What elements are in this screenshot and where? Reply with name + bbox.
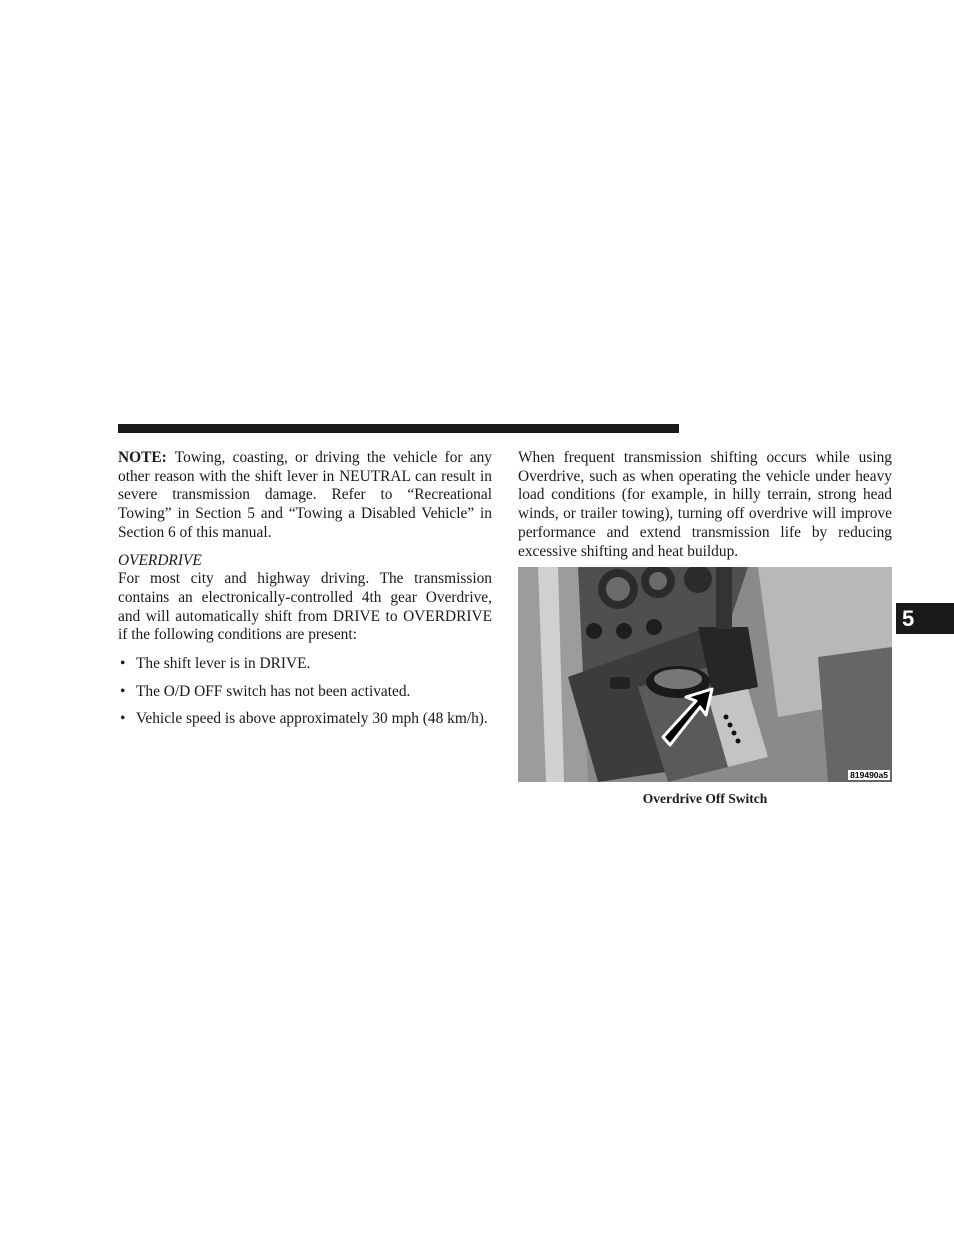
list-item-text: Vehicle speed is above approximately 30 mph (48 km/h).: [136, 710, 488, 728]
right-column: [518, 449, 892, 809]
list-item: [118, 710, 492, 729]
list-item-text: The O/D OFF switch has not been activated.: [136, 682, 411, 700]
bullet-icon: •: [120, 710, 126, 728]
console-illustration: [518, 567, 892, 782]
overdrive-switch-figure: [518, 567, 892, 782]
conditions-list: [118, 655, 492, 729]
bullet-icon: •: [120, 682, 126, 700]
overdrive-intro: For most city and highway driving. The transmission contains an electronically-controlled 4th gear Overdrive, and will automatically shift from DRIVE to OVERDRIVE if the following conditions are present:: [118, 570, 492, 644]
list-item: [118, 683, 492, 702]
section-tab: 5: [896, 603, 954, 634]
header-rule: [118, 424, 679, 433]
bullet-icon: •: [120, 655, 126, 673]
figure-code: 819490a5: [850, 770, 888, 781]
left-column: [118, 449, 492, 729]
note-text: Towing, coasting, or driving the vehicle for any other reason with the shift lever in NEUTRAL can result in severe transmission damage. Refer to “Recreational Towing” in Section 5 and “Towing a Disabled Vehicle” in Section 6 of this manual.: [118, 449, 492, 541]
overdrive-off-paragraph: When frequent transmission shifting occurs while using Overdrive, such as when operating the vehicle under heavy load conditions (for example, in hilly terrain, strong head winds, or trailer towing), turning off overdrive will improve performance and extend transmission life by reducing excessive shifting and heat buildup.: [518, 449, 892, 560]
list-item-text: The shift lever is in DRIVE.: [136, 655, 311, 673]
note-paragraph: [118, 449, 492, 543]
figure-caption: Overdrive Off Switch: [642, 791, 768, 807]
overdrive-heading: OVERDRIVE: [118, 551, 202, 569]
note-label: NOTE:: [118, 449, 167, 466]
list-item: [118, 655, 492, 674]
